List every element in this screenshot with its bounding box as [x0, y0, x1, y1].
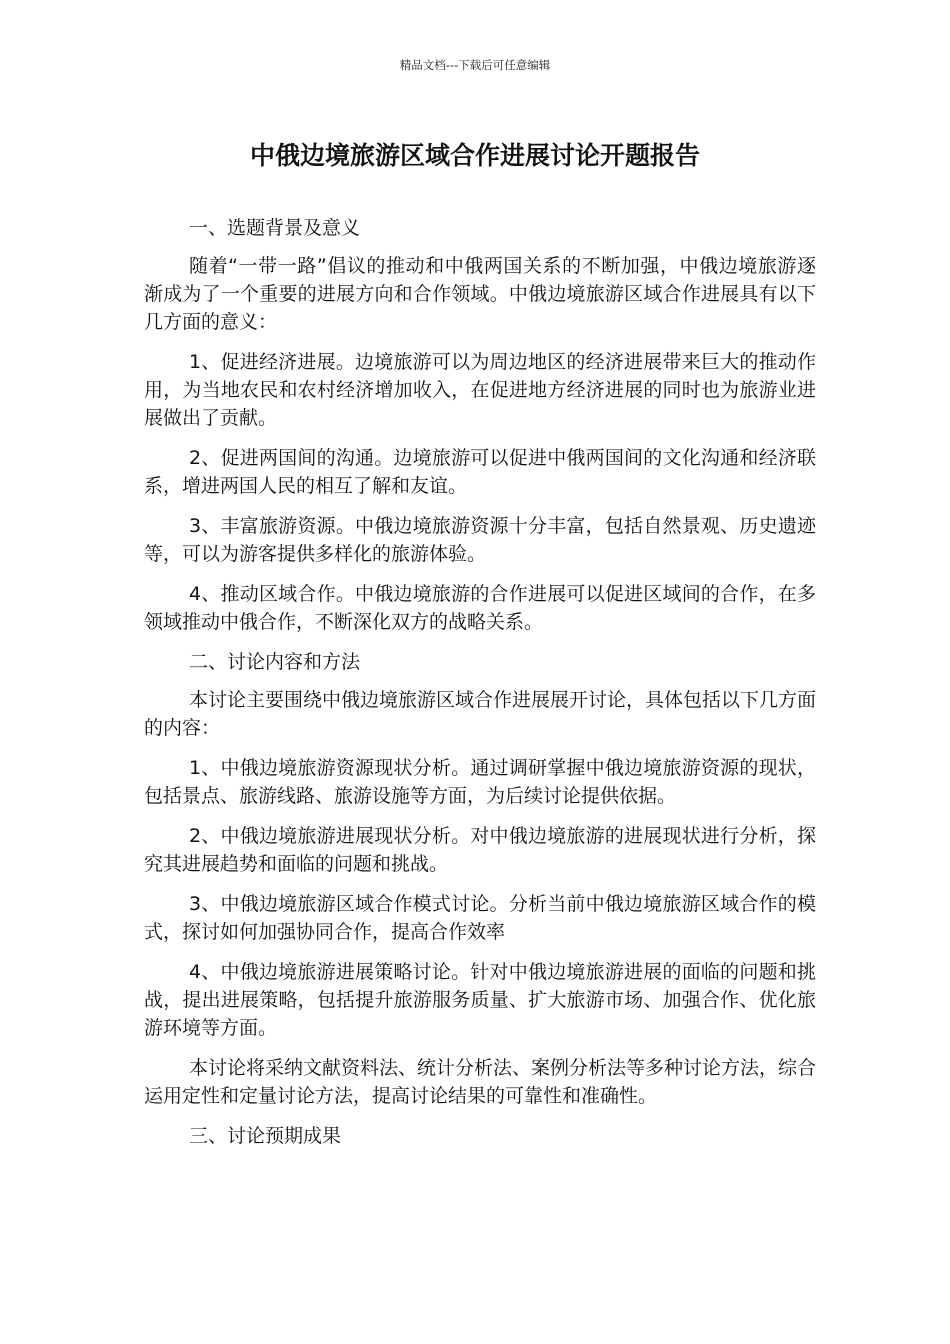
paragraph-content-4: 4、中俄边境旅游进展策略讨论。针对中俄边境旅游进展的面临的问题和挑战，提出进展策略，包括提升旅游服务质量、扩大旅游市场、加强合作、优化旅游环境等方面。 — [144, 961, 816, 1039]
paragraph-point-economy: 1、促进经济进展。边境旅游可以为周边地区的经济进展带来巨大的推动作用，为当地农民和农村经济增加收入，在促进地方经济进展的同时也为旅游业进展做出了贡献。 — [144, 351, 816, 429]
document-title: 中俄边境旅游区域合作进展讨论开题报告 — [249, 141, 700, 170]
paragraph-content-1: 1、中俄边境旅游资源现状分析。通过调研掌握中俄边境旅游资源的现状，包括景点、旅游线路、旅游设施等方面，为后续讨论提供依据。 — [144, 757, 816, 807]
paragraph-content-intro: 本讨论主要围绕中俄边境旅游区域合作进展展开讨论，具体包括以下几方面的内容： — [144, 689, 817, 739]
paragraph-intro: 随着“一带一路”倡议的推动和中俄两国关系的不断加强，中俄边境旅游逐渐成为了一个重要的进展方向和合作领域。中俄边境旅游区域合作进展具有以下几方面的意义： — [144, 255, 816, 333]
paragraph-point-communication: 2、促进两国间的沟通。边境旅游可以促进中俄两国间的文化沟通和经济联系，增进两国人民的相互了解和友谊。 — [144, 447, 816, 497]
section-heading-expected-results: 三、讨论预期成果 — [189, 1125, 342, 1147]
paragraph-content-3: 3、中俄边境旅游区域合作模式讨论。分析当前中俄边境旅游区域合作的模式，探讨如何加强协同合作，提高合作效率 — [144, 893, 816, 943]
paragraph-point-resources: 3、丰富旅游资源。中俄边境旅游资源十分丰富，包括自然景观、历史遗迹等，可以为游客提供多样化的旅游体验。 — [144, 515, 816, 565]
paragraph-content-2: 2、中俄边境旅游进展现状分析。对中俄边境旅游的进展现状进行分析，探究其进展趋势和面临的问题和挑战。 — [144, 825, 816, 875]
paragraph-point-cooperation: 4、推动区域合作。中俄边境旅游的合作进展可以促进区域间的合作，在多领域推动中俄合作，不断深化双方的战略关系。 — [144, 583, 816, 633]
paragraph-methods: 本讨论将采纳文献资料法、统计分析法、案例分析法等多种讨论方法，综合运用定性和定量讨论方法，提高讨论结果的可靠性和准确性。 — [144, 1057, 817, 1107]
header-note: 精品文档---下载后可任意编辑 — [399, 58, 551, 72]
document-body — [144, 214, 816, 1160]
section-heading-content-methods: 二、讨论内容和方法 — [189, 651, 361, 673]
section-heading-background: 一、选题背景及意义 — [189, 217, 361, 239]
